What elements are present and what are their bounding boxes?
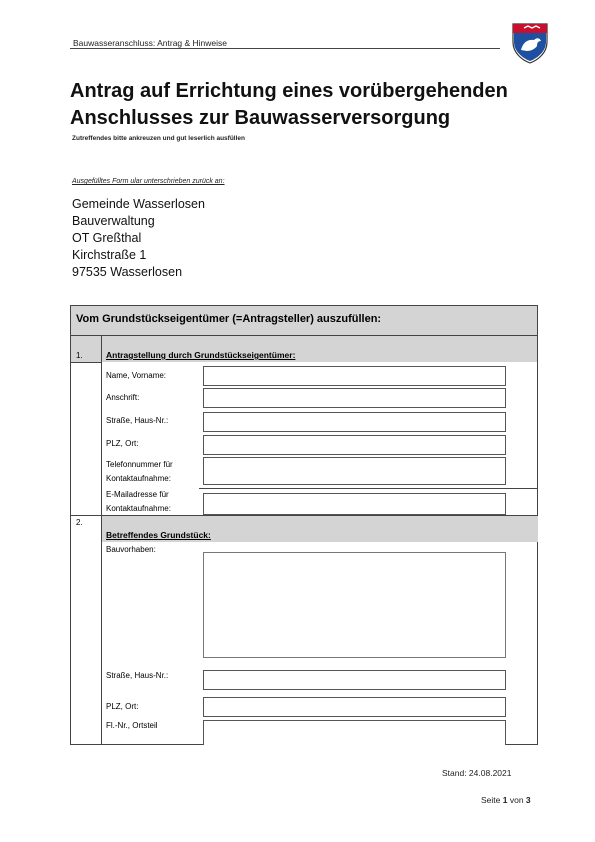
page-title [70,78,530,132]
address-line: OT Greßthal [72,231,142,245]
address-line: Bauverwaltung [72,214,155,228]
plot-street-input[interactable] [203,670,506,690]
title-line-2: Anschlusses zur Bauwasserversorgung [70,107,451,129]
address-label: Anschrift: [106,393,140,402]
field-divider [199,488,537,489]
return-address [72,196,205,281]
coat-of-arms-icon [510,20,550,64]
phone-label: Telefonnummer für Kontaktaufnahme: [106,460,173,483]
street-input[interactable] [203,412,506,432]
page-number: Seite 1 von 3 [481,795,531,805]
title-line-1: Antrag auf Errichtung eines vorübergehenden [70,80,508,102]
phone-input[interactable] [203,457,506,485]
plot-zip-input[interactable] [203,697,506,717]
return-note: Ausgefülltes Form ular unterschrieben zurück an: [72,178,225,185]
zip-input[interactable] [203,435,506,455]
project-label: Bauvorhaben: [106,545,156,554]
parcel-input[interactable] [203,720,506,745]
address-line: Kirchstraße 1 [72,248,147,262]
section1-number: 1. [76,351,83,360]
name-input[interactable] [203,366,506,386]
fill-instruction: Zutreffendes bitte ankreuzen und gut leserlich ausfüllen [72,135,245,142]
email-label: E-Mailadresse für Kontaktaufnahme: [106,490,171,513]
plot-zip-label: PLZ, Ort: [106,702,139,711]
street-label: Straße, Haus-Nr.: [106,416,169,425]
section2-title: Betreffendes Grundstück: [106,530,211,540]
section2-number: 2. [76,518,83,527]
section-divider [71,362,101,363]
address-line: Gemeinde Wasserlosen [72,197,205,211]
revision-date: Stand: 24.08.2021 [442,768,512,778]
email-input[interactable] [203,493,506,515]
name-label: Name, Vorname: [106,371,167,380]
application-form [70,305,538,745]
plot-street-label: Straße, Haus-Nr.: [106,671,169,680]
header-divider [70,48,500,49]
address-input[interactable] [203,388,506,408]
section1-title: Antragstellung durch Grundstückseigentümer: [106,350,296,360]
parcel-label: Fl.-Nr., Ortsteil [106,721,158,730]
zip-label: PLZ, Ort: [106,439,139,448]
form-heading: Vom Grundstückseigentümer (=Antragsteller) auszufüllen: [76,313,382,325]
project-textarea[interactable] [203,552,506,658]
address-line: 97535 Wasserlosen [72,265,183,279]
document-header-label: Bauwasseranschluss: Antrag & Hinweise [73,38,228,48]
form-heading-bar [71,306,537,336]
